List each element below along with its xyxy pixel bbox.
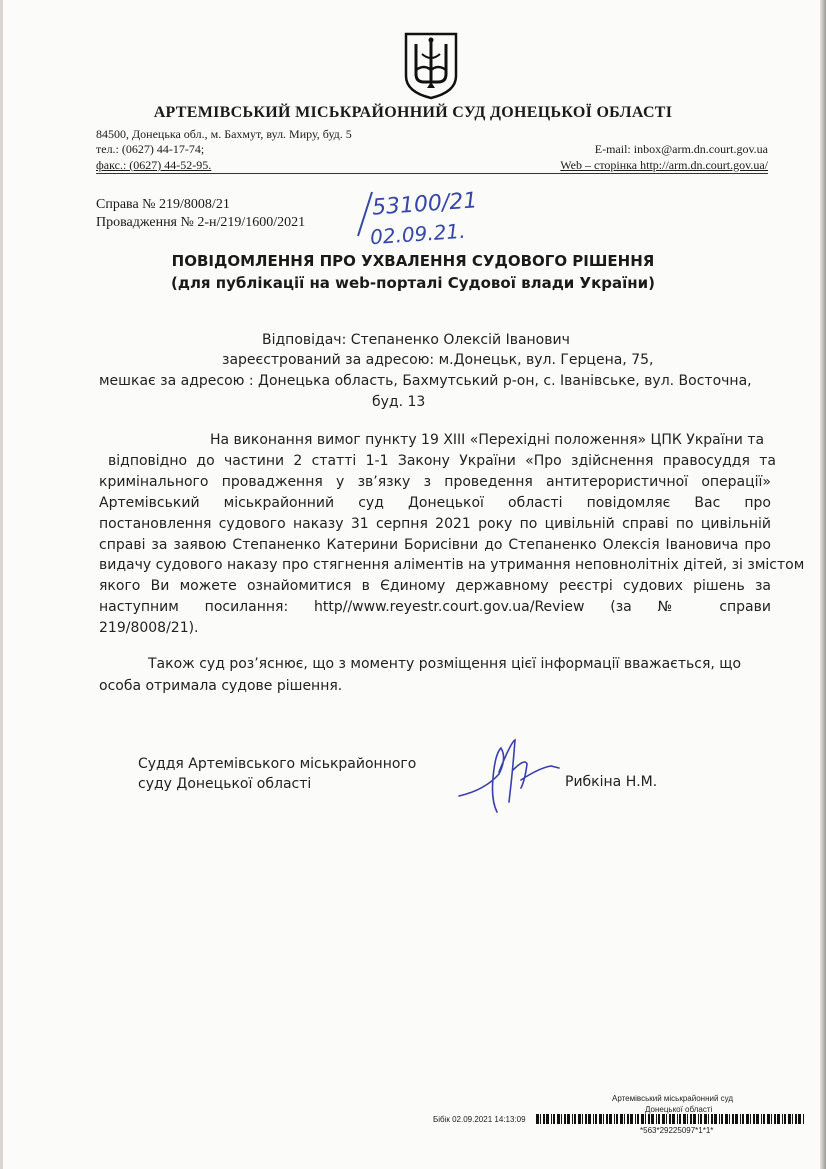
court-website: Web – сторінка http://arm.dn.court.gov.ua/	[560, 158, 768, 172]
body-line: справі за заявою Степаненко Катерини Борисівни до Степаненко Олексія Івановича про	[99, 537, 771, 553]
body-line: видачу судового наказу про стягнення аліментів на утримання неповнолітніх дітей, зі змістом	[99, 557, 805, 573]
respondent-registered-address: зареєстрований за адресою: м.Донецьк, вул. Герцена, 75,	[222, 352, 654, 368]
handwritten-incoming-number: 53100/21	[371, 188, 479, 221]
notice-title: ПОВІДОМЛЕННЯ ПРО УХВАЛЕННЯ СУДОВОГО РІШЕННЯ	[171, 252, 655, 270]
header-divider	[96, 173, 768, 174]
court-phone: тел.: (0627) 44-17-74;	[96, 142, 205, 156]
respondent-residence-building: буд. 13	[372, 394, 426, 410]
judge-name: Рибкіна Н.М.	[565, 774, 658, 790]
notice-subtitle: (для публікації на web-порталі Судової влади України)	[170, 274, 656, 292]
barcode	[536, 1114, 806, 1124]
respondent-name: Відповідач: Степаненко Олексій Іванович	[262, 332, 570, 348]
stamp-court-line-2: Донецької області	[645, 1105, 713, 1114]
judge-signature	[455, 728, 565, 818]
stamp-court-line-1: Артемівський міськрайонний суд	[612, 1094, 734, 1103]
court-name: АРТЕМІВСЬКИЙ МІСЬКРАЙОННИЙ СУД ДОНЕЦЬКОЇ ОБЛАСТІ	[153, 104, 673, 121]
case-number: Справа № 219/8008/21	[96, 197, 230, 212]
body-line: 219/8008/21).	[99, 620, 199, 636]
clarification-line-2: особа отримала судове рішення.	[99, 678, 343, 694]
court-email: E-mail: inbox@arm.dn.court.gov.ua	[594, 142, 768, 156]
scan-edge-right	[820, 0, 826, 1169]
court-fax: факс.: (0627) 44-52-95.	[96, 158, 212, 172]
registration-stamp: Бібік 02.09.2021 14:13:09	[433, 1115, 526, 1124]
body-line: наступним посилання: http//www.reyestr.court.gov.ua/Review (за № справи	[99, 599, 771, 615]
judge-title-line-2: суду Донецької області	[138, 776, 312, 792]
clarification-line-1: Також суд роз’яснює, що з моменту розміщення цієї інформації вважається, що	[148, 656, 742, 672]
body-line: Артемівський міськрайонний суд Донецької області повідомляє Вас про	[99, 495, 771, 511]
body-line: постановлення судового наказу 31 серпня 2021 року по цивільній справі по цивільній	[99, 516, 771, 532]
respondent-residence-address: мешкає за адресою : Донецька область, Бахмутський р-он, с. Іванівське, вул. Восточна,	[99, 373, 752, 389]
body-line: На виконання вимог пункту 19 XIII «Перехідні положення» ЦПК України та	[210, 432, 765, 448]
judge-title-line-1: Суддя Артемівського міськрайонного	[138, 756, 417, 772]
coat-of-arms-icon	[402, 30, 460, 100]
proceeding-number: Провадження № 2-н/219/1600/2021	[96, 215, 306, 230]
barcode-text: *563*29225097*1*1*	[640, 1126, 714, 1135]
handwritten-incoming-date: 02.09.21.	[369, 218, 467, 250]
body-line: якого Ви можете ознайомитися в Єдиному державному реєстрі судових рішень за	[99, 578, 771, 594]
body-line: відповідно до частини 2 статті 1-1 Закону України «Про здійснення правосуддя та	[108, 453, 776, 469]
court-address: 84500, Донецька обл., м. Бахмут, вул. Миру, буд. 5	[96, 127, 352, 141]
body-line: кримінального провадження у зв’язку з проведення антитерористичної операції»	[99, 474, 771, 490]
scan-edge-left	[0, 0, 3, 1169]
